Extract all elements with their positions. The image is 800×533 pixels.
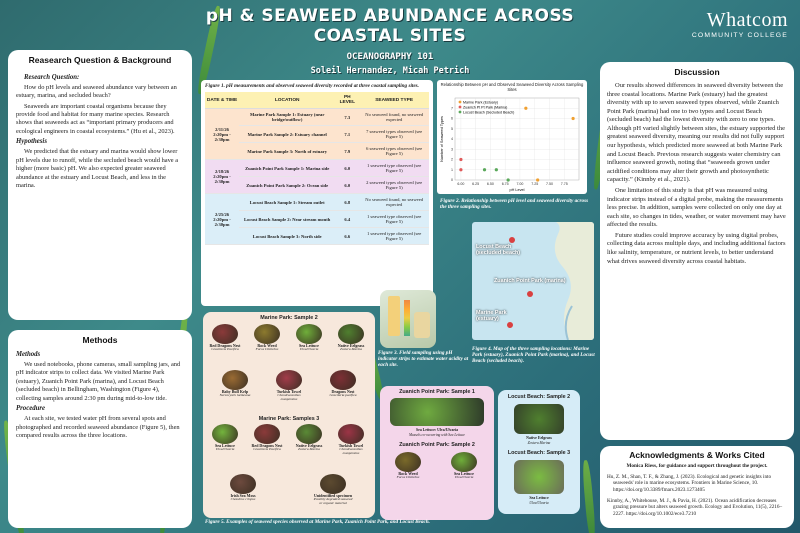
logo-subtitle: COMMUNITY COLLEGE	[691, 32, 788, 39]
table-row	[205, 211, 429, 228]
seaweed-common-name: Turkish Towel	[276, 389, 302, 394]
ph-cell: 7.1	[335, 126, 359, 143]
y-axis-label: Number of Seaweed Types	[440, 116, 444, 162]
research-heading: Reasearch Question & Background	[28, 55, 172, 65]
table-row	[205, 228, 429, 245]
ph-strip-photo	[380, 290, 436, 348]
college-logo	[692, 10, 788, 39]
seaweed-common-name: Sea Lettuce	[299, 343, 319, 348]
table-header-row	[205, 92, 429, 109]
seaweed-cell: 1 seaweed type observed (see Figure 5)	[359, 211, 429, 228]
seaweed-cell: No seaweed found, no seaweed expected	[359, 109, 429, 126]
table-panel	[201, 80, 433, 306]
y-tick-label: 7	[451, 106, 453, 111]
seaweed-scientific-name: Ulva/Ulvaria	[454, 475, 474, 480]
x-tick-label: 6.50	[486, 182, 494, 186]
x-axis-label: pH Level	[509, 188, 525, 192]
lb2-species-name: Native Eelgrass	[526, 436, 552, 440]
scatter-chart	[439, 92, 585, 194]
seaweed-common-name: Unidentified specimen	[313, 493, 353, 498]
table-row	[205, 177, 429, 194]
x-tick-label: 7.75	[560, 182, 568, 186]
figure1-caption: Figure 1. pH measurements and observed seaweed diversity recorded at three coastal sampling sites.	[205, 83, 419, 89]
background-text: Seaweeds are important coastal organisms because they provide food and habitat for many marine species. Research shows that seaweeds act as “important primary producers and ecological engineers in coastal ecosystems.” (Hu et al., 2023).	[16, 102, 175, 135]
zp1-photo	[390, 398, 484, 426]
sample-jar-icon	[414, 312, 430, 338]
map-label-locust: Locust Beach (secluded beach)	[476, 244, 521, 256]
seaweed-common-name: Irish Sea Moss	[230, 493, 256, 498]
research-panel	[8, 50, 192, 320]
seaweed-specimen	[247, 324, 287, 352]
seaweed-scientific-name: Fucus Distichus	[396, 475, 420, 480]
seaweed-specimen	[331, 324, 371, 352]
figure2-caption: Figure 2. Relationship between pH level and seaweed diversity across the three sampling sites.	[440, 198, 589, 211]
seaweed-common-name: Red Dragons Nest	[251, 443, 283, 448]
site-map	[472, 222, 594, 340]
seaweed-specimen	[289, 424, 329, 452]
legend-label: Locust Beach (Secluded Beach)	[463, 110, 515, 115]
methods-panel	[8, 330, 192, 528]
discussion-paragraph-2: One limitation of this study is that pH was measured using indicator strips instead of a digital probe, making the measurements less precise. In addition, samples were collected on only one day at each site, so changes in tides, weather, or water movement may have affected the results.	[607, 186, 786, 229]
seaweed-cell: No seaweed found, no seaweed expected	[359, 194, 429, 211]
data-point	[495, 168, 498, 171]
lb3-photo	[514, 460, 564, 494]
ph-cell: 7.9	[335, 143, 359, 160]
seaweed-photo	[212, 324, 238, 344]
table-header-ph: PH LEVEL	[335, 92, 359, 109]
seaweed-cell: 6 seaweed types observed (see Figure 5)	[359, 143, 429, 160]
table-header-date: DATE & TIME	[205, 92, 239, 109]
seaweed-cell: 7 seaweed types observed (see Figure 5)	[359, 126, 429, 143]
seaweed-specimen	[205, 324, 245, 352]
seaweed-specimen	[331, 424, 371, 456]
y-tick-label: 6	[451, 116, 453, 121]
seaweed-common-name: Turkish Towel	[338, 443, 364, 448]
discussion-panel	[600, 62, 794, 440]
figure3-caption: Figure 3. Field sampling using pH indicator strips to estimate water acidity at each site.	[378, 350, 469, 369]
location-cell: Locust Beach Sample 2: Near stream mouth	[239, 211, 335, 228]
seaweed-common-name: Dragons Nest	[331, 389, 355, 394]
course-name: OCEANOGRAPHY 101	[346, 52, 434, 62]
seaweed-scientific-name: Ulva/Ulvaria	[299, 347, 319, 352]
seaweed-photo	[276, 370, 302, 390]
table-row	[205, 194, 429, 211]
time-cell: 2:20pm - 2:30pm	[213, 174, 231, 185]
table-row	[205, 143, 429, 160]
seaweed-photo	[230, 474, 256, 494]
y-tick-label: 3	[451, 147, 453, 152]
legend-label: Marine Park (Estuary)	[463, 100, 498, 105]
hypothesis-text: We predicted that the estuary and marina would show lower pH levels due to runoff, while the secluded beach would have a higher (more basic) pH. We also expected greater seaweed abundance at the estuary and Locust Beach, and less in the marina.	[16, 148, 179, 190]
x-tick-label: 7.00	[516, 182, 524, 186]
research-question-label: Research Question:	[24, 73, 80, 81]
poster-header	[180, 6, 600, 76]
ph-cell: 6.0	[335, 160, 359, 177]
legend-marker	[459, 101, 462, 104]
seaweed-scientific-name: Fucus Distichus	[255, 347, 279, 352]
table-row	[205, 126, 429, 143]
seaweed-specimen	[289, 324, 329, 352]
chart-panel	[437, 80, 587, 194]
seaweed-common-name: Native Eelgrass	[337, 343, 365, 348]
seaweed-cell: 1 seaweed type observed (see Figure 5)	[359, 228, 429, 245]
y-tick-label: 0	[451, 178, 453, 183]
seaweed-specimen	[215, 370, 255, 398]
table-header-seaweed: SEAWEED TYPE	[359, 92, 429, 109]
reference-2: Kinnby, A., Whitehouse, M. J., & Pavia, H. (2021). Ocean acidification decreases grazing pressure but alters seaweed growth. Ecology and Evolution, 11(5), 2216–2227. https://doi.org/10.1002/ece3.7210	[607, 497, 783, 517]
data-point	[507, 178, 510, 181]
seaweed-photo	[254, 324, 280, 344]
map-label-marine: Marine Park (estuary)	[476, 310, 507, 322]
zuanich-pin-icon	[527, 291, 533, 297]
figure4-caption: Figure 4. Map of the three sampling locations: Marine Park (estuary), Zuanich Point Park (marina), and Locust Beach (secluded beach).	[472, 346, 595, 365]
seaweed-photo	[222, 370, 248, 390]
seaweed-photo	[296, 424, 322, 444]
ph-cell: 7.3	[335, 109, 359, 126]
seaweed-photo	[330, 370, 356, 390]
seaweed-cell: 1 seaweed type observed (see Figure 5)	[359, 160, 429, 177]
seaweed-photo	[395, 452, 421, 472]
seaweed-photo	[451, 452, 477, 472]
indicator-strip-icon	[388, 296, 400, 336]
seaweed-scientific-name: Chondrus crispus	[230, 497, 256, 502]
seaweed-photo	[254, 424, 280, 444]
x-tick-label: 7.50	[545, 182, 553, 186]
seaweed-scientific-name: Chondracanthus exasperatus	[339, 447, 363, 455]
table-row	[205, 109, 429, 126]
seaweed-scientific-name: Gracilaria Pacifica	[253, 447, 281, 452]
discussion-heading: Discussion	[674, 67, 720, 77]
discussion-paragraph-3: Future studies could improve accuracy by using digital probes, collecting data across multiple days, and including additional factors like salinity, temperature, or nutrient levels, to better understand what drives seaweed diversity across coastal habitats.	[607, 231, 786, 265]
date-cell: 2/25/26	[215, 211, 230, 217]
table-header-location: LOCATION	[239, 92, 335, 109]
location-cell: Marine Park Sample 2: Estuary channel	[239, 126, 335, 143]
ph-cell: 6.4	[335, 211, 359, 228]
x-tick-label: 6.75	[501, 182, 509, 186]
legend-label: Zuanich Pt Pt Park (Marina)	[463, 105, 508, 110]
seaweed-common-name: Sea Lettuce	[215, 443, 235, 448]
seaweed-specimen	[323, 370, 363, 398]
seaweed-scientific-name: Gracilaria pacifica	[329, 393, 357, 398]
y-tick-label: 5	[451, 126, 453, 131]
mp3-title: Marine Park: Samples 3	[258, 416, 320, 422]
lb3-species-name: Sea Lettuce	[529, 496, 549, 500]
seaweed-common-name: Baby Bull Kelp	[221, 389, 249, 394]
location-cell: Locust Beach Sample 1: Stream outlet	[239, 194, 335, 211]
data-point	[571, 117, 574, 120]
location-cell: Zuanich Point Park Sample 2: Ocean side	[239, 177, 335, 194]
seaweed-specimen	[205, 424, 245, 452]
ph-color-scale	[404, 300, 410, 336]
seaweed-scientific-name: Chondracanthus exasperatus	[277, 393, 301, 401]
date-cell: 2/11/26	[215, 126, 229, 132]
seaweed-scientific-name: Gracilaria Pacifica	[211, 347, 239, 352]
marine-pin-icon	[507, 322, 513, 328]
seaweed-photo	[212, 424, 238, 444]
seaweed-specimen	[223, 474, 263, 502]
procedure-text: At each site, we tested water pH from several spots and photographed and recorded seaweed abundance (Figure 5), then compared results across the three locations.	[16, 415, 180, 440]
seaweed-common-name: Rock Weed	[257, 343, 277, 348]
data-point	[459, 168, 462, 171]
x-tick-label: 7.25	[531, 182, 539, 186]
methods-text: We used notebooks, phone cameras, small sampling jars, and pH indicator strips to collect data. We visited Marine Park (estuary), Zuanich Point Park (marina), and Locust Beach (secluded beach) in Bellingham, Washington (Figure 4), collecting samples around 2:30 pm during mid-to-low tide.	[16, 360, 181, 402]
seaweed-photo	[320, 474, 346, 494]
zp2-title: Zuanich Point Park: Sample 2	[399, 442, 475, 448]
location-cell: Marine Park Sample 1: Estuary (near bridge/outflow)	[239, 109, 335, 126]
methods-label: Methods	[16, 351, 41, 358]
ack-heading: Acknowledgments & Works Cited	[629, 450, 765, 460]
data-point	[483, 168, 486, 171]
locust-pin-icon	[509, 237, 515, 243]
seaweed-specimen	[388, 452, 428, 480]
lb2-title: Locust Beach: Sample 2	[507, 394, 571, 400]
location-cell: Locust Beach Sample 3: North side	[239, 228, 335, 245]
seaweed-specimen	[247, 424, 287, 452]
zp1-species-name: Sea Lettuce: Ulva/Ulvaria	[416, 428, 458, 432]
seaweed-photo	[338, 324, 364, 344]
seaweed-common-name: Sea Lettuce	[454, 471, 474, 476]
lb2-photo	[514, 404, 564, 434]
methods-heading: Methods	[82, 335, 118, 345]
location-cell: Zuanich Point Park Sample 1: Marina side	[239, 160, 335, 177]
ph-data-table	[205, 92, 429, 245]
legend-marker	[459, 111, 462, 114]
table-row	[205, 160, 429, 177]
seaweed-specimen	[269, 370, 309, 402]
time-cell: 2:20pm - 2:30pm	[213, 216, 231, 227]
logo-name: Whatcom	[706, 9, 788, 31]
seaweed-scientific-name: Ulva/Ulvaria	[215, 447, 235, 452]
seaweed-cell: 2 seaweed types observed (see Figure 5)	[359, 177, 429, 194]
y-tick-label: 2	[451, 157, 453, 162]
seaweed-scientific-name: Zostera Marina	[339, 347, 363, 352]
ph-cell: 6.6	[335, 228, 359, 245]
zuanich-photos	[380, 386, 494, 520]
poster-title: pH & SEAWEED ABUNDANCE ACROSS COASTAL SITES	[205, 6, 575, 46]
seaweed-photo	[296, 324, 322, 344]
data-point	[536, 178, 539, 181]
lb3-title: Locust Beach: Sample 3	[507, 450, 571, 456]
data-point	[459, 158, 462, 161]
y-tick-label: 1	[451, 167, 453, 172]
seaweed-specimen	[313, 474, 353, 506]
zp1-title: Zuanich Point Park: Sample 1	[399, 389, 475, 395]
mp2-title: Marine Park: Sample 2	[260, 315, 318, 321]
procedure-label: Procedure	[16, 405, 46, 413]
y-tick-label: 4	[451, 137, 453, 142]
date-cell: 2/18/26	[215, 169, 230, 175]
marine-park-photos	[203, 312, 375, 518]
map-label-zuanich: Zuanich Point Park (marina)	[494, 278, 566, 284]
reference-1: Hu, Z. M., Shan, T. F., & Zhang, J. (2023). Ecological and genetic insights into seaweeds' role in marine ecosystems. Frontiers in Marine Science, 10. https://doi.org/10.3389/fmars.2023.1273405	[607, 473, 772, 493]
seaweed-photo	[338, 424, 364, 444]
research-question-text: How do pH levels and seaweed abundance vary between an estuary, marina, and secluded beach?	[16, 83, 177, 100]
lb3-species-sci: Ulva/Ulvaria	[529, 501, 549, 505]
location-cell: Marine Park Sample 3: North of estuary	[239, 143, 335, 160]
lb2-species-sci: Zostera Marina	[527, 441, 551, 445]
seaweed-specimen	[444, 452, 484, 480]
seaweed-common-name: Rock Weed	[398, 471, 418, 476]
legend-marker	[459, 106, 462, 109]
figure5-caption: Figure 5. Examples of seaweed species observed at Marine Park, Zuanich Point Park, and Locust Beach.	[205, 519, 430, 525]
x-tick-label: 6.25	[472, 182, 480, 186]
zp1-species-note: Mussels co-occurring with Sea Lettuce	[409, 433, 465, 437]
ph-cell: 6.0	[335, 177, 359, 194]
ack-thanks: Monica Riess, for guidance and support throughout the project.	[626, 463, 768, 469]
ph-cell: 6.8	[335, 194, 359, 211]
data-point	[524, 107, 527, 110]
seaweed-scientific-name: Nereocystis luetkeana	[219, 393, 251, 398]
seaweed-common-name: Native Eelgrass	[295, 443, 323, 448]
x-tick-label: 6.00	[457, 182, 465, 186]
locust-photos	[498, 390, 580, 514]
seaweed-scientific-name: Zostera Marina	[297, 447, 321, 452]
seaweed-scientific-name: Possibly degraded seaweed or organic material	[313, 497, 353, 505]
author-names: Soleil Hernandez, Micah Petrich	[310, 66, 470, 76]
acknowledgments-panel	[600, 446, 794, 528]
seaweed-common-name: Red Dragons Nest	[209, 343, 241, 348]
discussion-paragraph-1: Our results showed differences in seaweed diversity between the three coastal locations. Marine Park (estuary) had the greatest diversity with up to seven seaweed types observed, while Zuanich Point Park (marina) had one to two types and Locust Beach (secluded beach) had the lowest diversity with zero to one types. Although pH varied slightly between sites, the estuary supported the greatest seaweed diversity, meaning our results did not fully support our hypothesis, which predicted more seaweed at both Marine Park and Locust Beach. Previous research suggests water chemistry can influence seaweed growth, noting that “seaweeds grown under acidified conditions may alter their growth and photosynthetic capacity.” (Kinnby et al., 2021).	[607, 82, 785, 184]
time-cell: 2:20pm - 2:30pm	[213, 131, 231, 142]
hypothesis-label: Hypothesis	[16, 138, 47, 146]
chart-title: Relationship Between pH and Observed Seaweed Diversity Across Sampling Sites	[440, 82, 584, 92]
